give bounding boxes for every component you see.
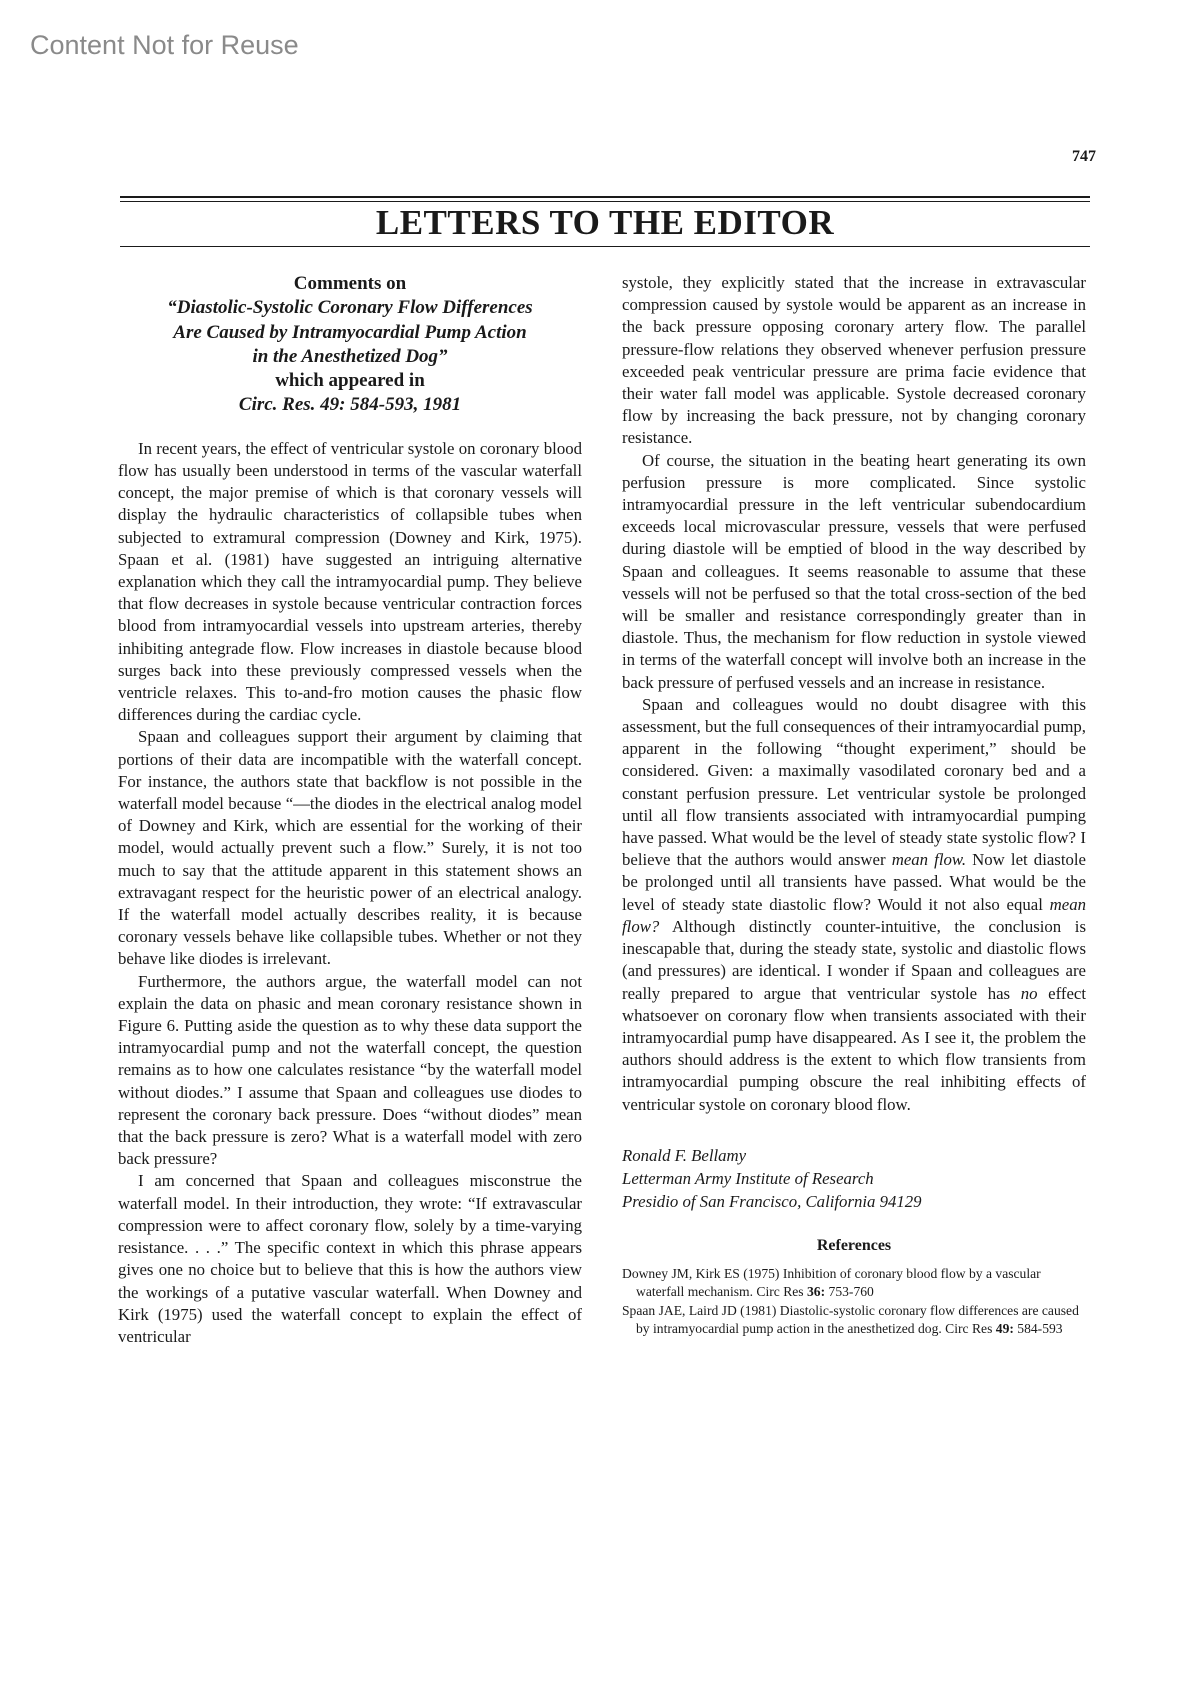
section-title: LETTERS TO THE EDITOR (375, 203, 835, 242)
watermark: Content Not for Reuse (30, 30, 299, 60)
article-title-line: in the Anesthetized Dog” (252, 345, 448, 367)
body-paragraph: systole, they explicitly stated that the increase in extravascular compression caused by systole would be apparent as an increase in the back pressure opposing coronary artery flow. The parallel pressure-flow relations they observed whenever perfusion pressure exceeded peak ventricular pressure are prima facie evidence that their water fall model was applicable. Systole decreased coronary flow by increasing the back pressure, not by changing coronary resistance. (622, 273, 1086, 448)
left-column (118, 272, 582, 1348)
emphasis-text: mean flow? (622, 894, 1086, 936)
references-heading: References (816, 1236, 892, 1254)
article-title-line: “Diastolic-Systolic Coronary Flow Differences (167, 297, 533, 319)
body-paragraph: Of course, the situation in the beating heart generating its own perfusion pressure is more complicated. Since systolic intramyocardial pressure in the left ventricular subendocardium exceeds local microvascular pressure, vessels that were perfused during diastole will be emptied of blood in the way described by Spaan and colleagues. It seems reasonable to assume that these vessels will not be perfused so that the total cross-section of the bed will be smaller and resistance correspondingly greater than in diastole. Thus, the mechanism for flow reduction in systole viewed in terms of the waterfall concept will involve both an increase in the back pressure of perfused vessels and an increase in resistance. (622, 450, 1086, 692)
body-paragraph (622, 694, 1086, 1116)
signature-block (622, 1144, 1086, 1213)
article-title-line: Are Caused by Intramyocardial Pump Action (173, 321, 527, 343)
reference-pages: 753-760 (825, 1284, 874, 1300)
author-institution: Letterman Army Institute of Research (622, 1168, 874, 1188)
reference-volume: 49: (995, 1321, 1014, 1337)
reference-volume: 36: (807, 1284, 826, 1300)
citation-line: Circ. Res. 49: 584-593, 1981 (238, 394, 462, 416)
right-column (622, 272, 1086, 1339)
author-name: Ronald F. Bellamy (622, 1145, 747, 1165)
reference-item (622, 1265, 1086, 1302)
emphasis-text: mean flow. (891, 850, 967, 870)
body-paragraph: Furthermore, the authors argue, the waterfall model can not explain the data on phasic and mean coronary resistance shown in Figure 6. Putting aside the question as to why these data support the intramyocardial pump and not the waterfall concept, the question remains as to how one calculates resistance “by the waterfall model without diodes.” I assume that Spaan and colleagues use diodes to represent the coronary back pressure. Does “without diodes” mean that the back pressure is zero? What is a waterfall model with zero back pressure? (118, 971, 582, 1169)
reference-item (622, 1302, 1086, 1339)
page-number: 747 (1072, 148, 1096, 165)
body-paragraph: Spaan and colleagues support their argument by claiming that portions of their data are incompatible with the waterfall concept. For instance, the authors state that backflow is not possible in the waterfall model because “—the diodes in the electrical analog model of Downey and Kirk, which are essential for the working of their model, would actually prevent such a flow.” Surely, it is not too much to say that the attitude apparent in this statement shows an extravagant respect for the heuristic power of an electrical analogy. If the waterfall model actually describes reality, it is because coronary vessels behave like collapsible tubes. Whether or not they behave like diodes is irrelevant. (118, 727, 582, 969)
top-rule (120, 196, 1090, 198)
body-paragraph: I am concerned that Spaan and colleagues misconstrue the waterfall model. In their introduction, they wrote: “If extravascular compression were to affect coronary flow, solely by a time-varying resistance. . . .” The specific context in which this phrase appears gives one no choice but to believe that this is how the authors view the workings of a putative vascular waterfall. When Downey and Kirk (1975) used the waterfall concept to explain the effect of ventricular (118, 1171, 582, 1346)
reference-pages: 584-593 (1013, 1321, 1063, 1337)
heading-line: which appeared in (275, 370, 425, 392)
body-paragraph: In recent years, the effect of ventricular systole on coronary blood flow has usually been understood in terms of the vascular waterfall concept, the major premise of which is that coronary vessels will display the hydraulic characteristics of collapsible tubes when subjected to extramural compression (Downey and Kirk, 1975). Spaan et al. (1981) have suggested an intriguing alternative explanation which they call the intramyocardial pump. They believe that flow decreases in systole because ventricular contraction forces blood from intramyocardial vessels into upstream arteries, thereby inhibiting antegrade flow. Flow increases in diastole because blood surges back into these previously compressed vessels when the ventricle relaxes. This to-and-fro motion causes the phasic flow differences during the cardiac cycle. (118, 438, 582, 725)
text-run: effect whatsoever on coronary flow when transients associated with their intramyocardial pump have disappeared. As I see it, the problem the authors should address is the extent to which flow transients from intramyocardial pumping obscure the real inhibiting effects of ventricular systole on coronary blood flow. (622, 983, 1087, 1114)
text-run: Now let diastole be prolonged until all transients have passed. What would be the level of steady state diastolic flow? Would it not also equal (622, 850, 1087, 914)
text-run: Although distinctly counter-intuitive, the conclusion is inescapable that, during the steady state, systolic and diastolic flows (and pressures) are identical. I wonder if Spaan and colleagues are really prepared to argue that ventricular systole has (622, 916, 1086, 1003)
text-run: Spaan and colleagues would no doubt disagree with this assessment, but the full consequences of their intramyocardial pump, apparent in the following “thought experiment,” should be considered. Given: a maximally vasodilated coronary bed and a constant perfusion pressure. Let ventricular systole be prolonged until all flow transients associated with intramyocardial pumping have passed. What would be the level of steady state systolic flow? I believe that the authors would answer (622, 694, 1086, 870)
heading-line: Comments on (293, 273, 407, 294)
emphasis-text: no (1020, 983, 1038, 1003)
letter-heading (118, 272, 582, 418)
reference-text: Downey JM, Kirk ES (1975) Inhibition of coronary blood flow by a vascular waterfall mechanism. Circ Res (622, 1265, 1041, 1300)
reference-text: Spaan JAE, Laird JD (1981) Diastolic-systolic coronary flow differences are caused by intramyocardial pump action in the anesthetized dog. Circ Res (622, 1302, 1079, 1337)
title-underline-rule (120, 246, 1090, 247)
author-location: Presidio of San Francisco, California 94129 (622, 1191, 922, 1211)
